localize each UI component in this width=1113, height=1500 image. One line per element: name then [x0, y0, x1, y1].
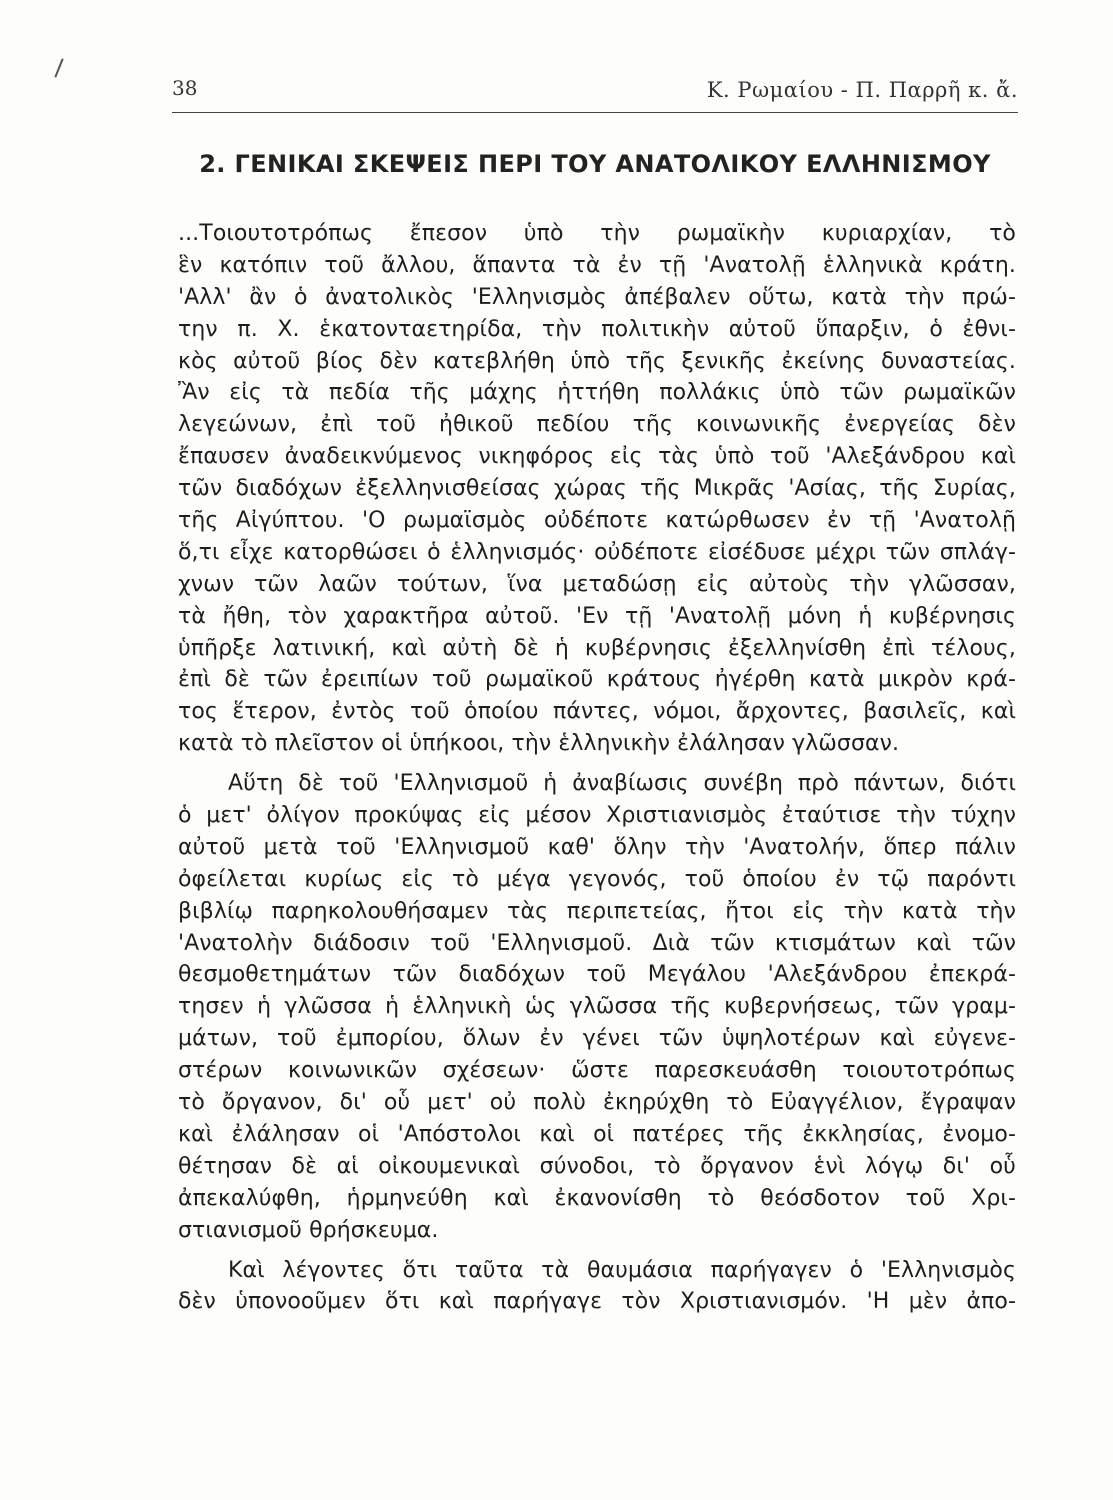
text-line: ὅ,τι εἶχε κατορθώσει ὁ ἑλληνισμός· οὐδέποτε εἰσέδυσε μέχρι τῶν σπλάγ-: [178, 539, 1016, 565]
text-line: θέτησαν δὲ αἱ οἰκουμενικαὶ σύνοδοι, τὸ ὄργανον ἑνὶ λόγῳ δι' οὗ: [178, 1153, 1016, 1179]
body-text: [178, 218, 1016, 1318]
text-line: τὸ ὄργανον, δι' οὗ μετ' οὐ πολὺ ἐκηρύχθη τὸ Εὐαγγέλιον, ἔγραψαν: [178, 1090, 1016, 1116]
text-line: λεγεώνων, ἐπὶ τοῦ ἠθικοῦ πεδίου τῆς κοινωνικῆς ἐνεργείας δὲν: [178, 412, 1016, 438]
text-line: τῆς Αἰγύπτου. 'Ο ρωμαϊσμὸς οὐδέποτε κατώρθωσεν ἐν τῇ 'Ανατολῇ: [178, 508, 1016, 534]
text-line: χνων τῶν λαῶν τούτων, ἵνα μεταδώσῃ εἰς αὐτοὺς τὴν γλῶσσαν,: [178, 571, 1016, 597]
text-line: αὐτοῦ μετὰ τοῦ 'Ελληνισμοῦ καθ' ὅλην τὴν 'Ανατολήν, ὅπερ πάλιν: [178, 834, 1016, 860]
page-number: 38: [172, 76, 198, 100]
running-header: [172, 72, 1018, 113]
text-line: κὸς αὐτοῦ βίος δὲν κατεβλήθη ὑπὸ τῆς ξενικῆς ἐκείνης δυναστείας.: [178, 348, 1016, 374]
text-line: ὁ μετ' ὀλίγον προκύψας εἰς μέσον Χριστιανισμὸς ἐταύτισε τὴν τύχην: [178, 803, 1016, 829]
text-line: ἐπὶ δὲ τῶν ἐρειπίων τοῦ ρωμαϊκοῦ κράτους ἠγέρθη κατὰ μικρὸν κρά-: [178, 667, 1016, 693]
text-line: θεσμοθετημάτων τῶν διαδόχων τοῦ Μεγάλου 'Αλεξάνδρου ἐπεκρά-: [178, 962, 1016, 988]
paragraph-gap: [178, 760, 1016, 768]
text-line: ἓν κατόπιν τοῦ ἄλλου, ἅπαντα τὰ ἐν τῇ 'Ανατολῇ ἑλληνικὰ κράτη.: [178, 252, 1016, 278]
text-line: ὀφείλεται κυρίως εἰς τὸ μέγα γεγονός, τοῦ ὁποίου ἐν τῷ παρόντι: [178, 866, 1016, 892]
text-line: μάτων, τοῦ ἐμπορίου, ὅλων ἐν γένει τῶν ὑψηλοτέρων καὶ εὐγενε-: [178, 1026, 1016, 1052]
text-line: βιβλίῳ παρηκολουθήσαμεν τὰς περιπετείας, ἤτοι εἰς τὴν κατὰ τὴν: [178, 898, 1016, 924]
text-line: τῶν διαδόχων ἐξελληνισθείσας χώρας τῆς Μικρᾶς 'Ασίας, τῆς Συρίας,: [178, 476, 1016, 502]
text-line: στέρων κοινωνικῶν σχέσεων· ὥστε παρεσκευάσθη τοιουτοτρόπως: [178, 1058, 1016, 1084]
text-line: 'Αλλ' ἂν ὁ ἀνατολικὸς 'Ελληνισμὸς ἀπέβαλεν οὕτω, κατὰ τὴν πρώ-: [178, 284, 1016, 310]
chapter-heading: 2. ΓΕΝΙΚΑΙ ΣΚΕΨΕΙΣ ΠΕΡΙ ΤΟΥ ΑΝΑΤΟΛΙΚΟΥ ΕΛΛΗΝΙΣΜΟΥ: [199, 150, 991, 178]
text-line: ...Τοιουτοτρόπως ἔπεσον ὑπὸ τὴν ρωμαϊκὴν κυριαρχίαν, τὸ: [178, 221, 1016, 246]
text-line: Αὕτη δὲ τοῦ 'Ελληνισμοῦ ἡ ἀναβίωσις συνέβη πρὸ πάντων, διότι: [228, 771, 1016, 797]
text-line: τησεν ἡ γλῶσσα ἡ ἑλληνικὴ ὡς γλῶσσα τῆς κυβερνήσεως, τῶν γραμ-: [178, 994, 1016, 1020]
text-line: Καὶ λέγοντες ὅτι ταῦτα τὰ θαυμάσια παρήγαγεν ὁ 'Ελληνισμὸς: [228, 1257, 1016, 1283]
stray-pencil-mark: [54, 58, 63, 77]
text-line: ὑπῆρξε λατινική, καὶ αὐτὴ δὲ ἡ κυβέρνησις ἐξελληνίσθη ἐπὶ τέλους,: [178, 635, 1016, 661]
text-line: ἀπεκαλύφθη, ἡρμηνεύθη καὶ ἐκανονίσθη τὸ θεόσδοτον τοῦ Χρι-: [178, 1185, 1016, 1211]
text-line: 'Ανατολὴν διάδοσιν τοῦ 'Ελληνισμοῦ. Διὰ τῶν κτισμάτων καὶ τῶν: [178, 930, 1016, 956]
text-line: καὶ ἐλάλησαν οἱ 'Απόστολοι καὶ οἱ πατέρες τῆς ἐκκλησίας, ἐνομο-: [178, 1121, 1016, 1147]
text-line: τος ἕτερον, ἐντὸς τοῦ ὁποίου πάντες, νόμοι, ἄρχοντες, βασιλεῖς, καὶ: [178, 699, 1016, 725]
text-line: ἔπαυσεν ἀναδεικνύμενος νικηφόρος εἰς τὰς ὑπὸ τοῦ 'Αλεξάνδρου καὶ: [178, 444, 1016, 470]
text-line: στιανισμοῦ θρήσκευμα.: [178, 1217, 439, 1243]
running-title: Κ. Ρωμαίου - Π. Παρρῆ κ. ἄ.: [706, 78, 1018, 102]
text-line: τὰ ἤθη, τὸν χαρακτῆρα αὐτοῦ. 'Εν τῇ 'Ανατολῇ μόνη ἡ κυβέρνησις: [178, 603, 1016, 629]
text-line: κατὰ τὸ πλεῖστον οἱ ὑπήκοοι, τὴν ἑλληνικὴν ἐλάλησαν γλῶσσαν.: [178, 731, 900, 757]
text-line: δὲν ὑπονοοῦμεν ὅτι καὶ παρήγαγε τὸν Χριστιανισμόν. 'Η μὲν ἀπο-: [178, 1289, 1016, 1315]
paragraph-gap: [178, 1247, 1016, 1255]
text-line: Ἂν εἰς τὰ πεδία τῆς μάχης ἡττήθη πολλάκις ὑπὸ τῶν ρωμαϊκῶν: [178, 380, 1016, 406]
text-line: την π. Χ. ἑκατονταετηρίδα, τὴν πολιτικὴν αὐτοῦ ὕπαρξιν, ὁ ἐθνι-: [178, 316, 1016, 342]
